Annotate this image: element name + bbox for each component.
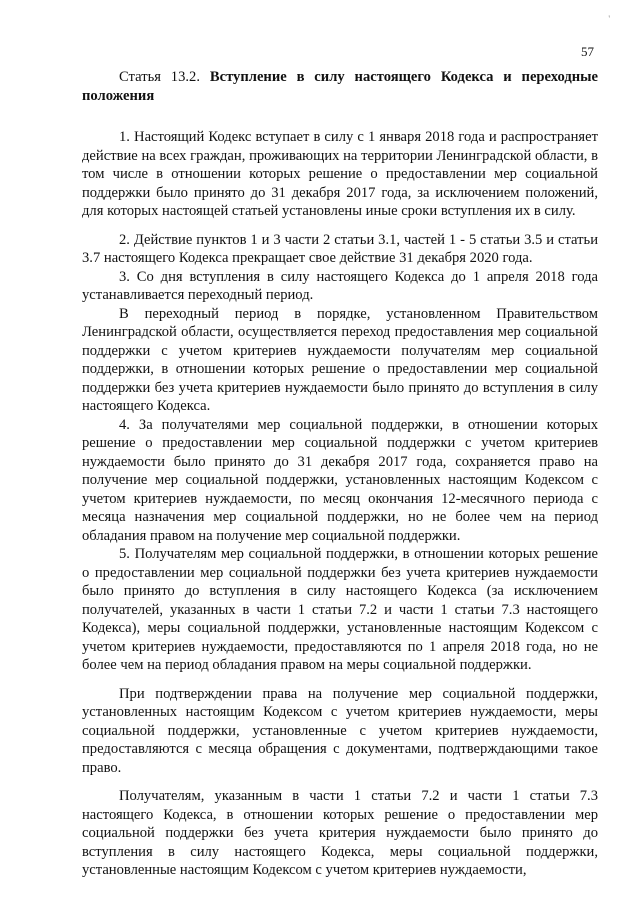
paragraph-3: 3. Со дня вступления в силу настоящего Кодекса до 1 апреля 2018 года устанавливается переходный период. bbox=[82, 268, 598, 303]
paragraph-5: 5. Получателям мер социальной поддержки, в отношении которых решение о предоставлении мер социальной поддержки без учета критериев нуждаемости было принято до вступления в силу настоящего Кодекса (за исключением получателей, указанных в части 1 статьи 7.2 и части 1 статьи 7.3 настоящего Кодекса), меры социальной поддержки, установленные настоящим Кодексом с учетом критериев нуждаемости, предоставляются по 1 апреля 2018 года, но не более чем на период обладания правом на меры социальной поддержки. bbox=[82, 546, 598, 673]
paragraph-2: 2. Действие пунктов 1 и 3 части 2 статьи 3.1, частей 1 - 5 статьи 3.5 и статьи 3.7 настоящего Кодекса прекращает свое действие 31 декабря 2020 года. bbox=[82, 231, 598, 266]
article-title: Вступление в силу настоящего Кодекса и переходные положения bbox=[82, 69, 599, 104]
paragraph-4: 4. За получателями мер социальной поддержки, в отношении которых решение о предоставлении мер социальной поддержки с учетом критериев нуждаемости было принято до 31 декабря 2017 года, сохраняется право на получение мер социальной поддержки, установленных настоящим Кодексом с учетом критериев нуждаемости, по месяц окончания 12-месячного периода с месяца назначения мер социальной поддержки, но не более чем на период обладания правом на получение мер социальной поддержки. bbox=[82, 416, 598, 544]
paragraph-3-transition: В переходный период в порядке, установленном Правительством Ленинградской области, осуществляется переход предоставления мер социальной поддержки с учетом критериев нуждаемости получателям мер социальной поддержки, в отношении которых решение о предоставлении мер социальной поддержки без учета критериев нуждаемости было принято до вступления в силу настоящего Кодекса. bbox=[82, 305, 598, 414]
page-number: 57 bbox=[581, 44, 594, 59]
article-body bbox=[82, 68, 598, 880]
paragraph-1: 1. Настоящий Кодекс вступает в силу с 1 января 2018 года и распространяет действие на всех граждан, проживающих на территории Ленинградской области, в том числе в отношении которых решение о предоставлении мер социальной поддержки было принято до 31 декабря 2017 года, за исключением положений, для которых настоящей статьей установлены иные сроки вступления их в силу. bbox=[82, 129, 598, 219]
paragraph-5-recipients: Получателям, указанным в части 1 статьи 7.2 и части 1 статьи 7.3 настоящего Кодекса, в отношении которых решение о предоставлении мер социальной поддержки без учета критерия нуждаемости было принято до вступления в силу настоящего Кодекса, меры социальной поддержки, установленные настоящим Кодексом с учетом критериев нуждаемости, bbox=[82, 788, 598, 878]
article-number: Статья 13.2. bbox=[119, 69, 200, 85]
paragraph-5-confirmation: При подтверждении права на получение мер социальной поддержки, установленных настоящим Кодексом с учетом критериев нуждаемости, меры социальной поддержки, установленные с учетом критериев нуждаемости, предоставляются с месяца обращения с документами, подтверждающими такое право. bbox=[82, 685, 598, 776]
article-heading bbox=[82, 68, 598, 105]
corner-mark: ' bbox=[608, 14, 610, 24]
